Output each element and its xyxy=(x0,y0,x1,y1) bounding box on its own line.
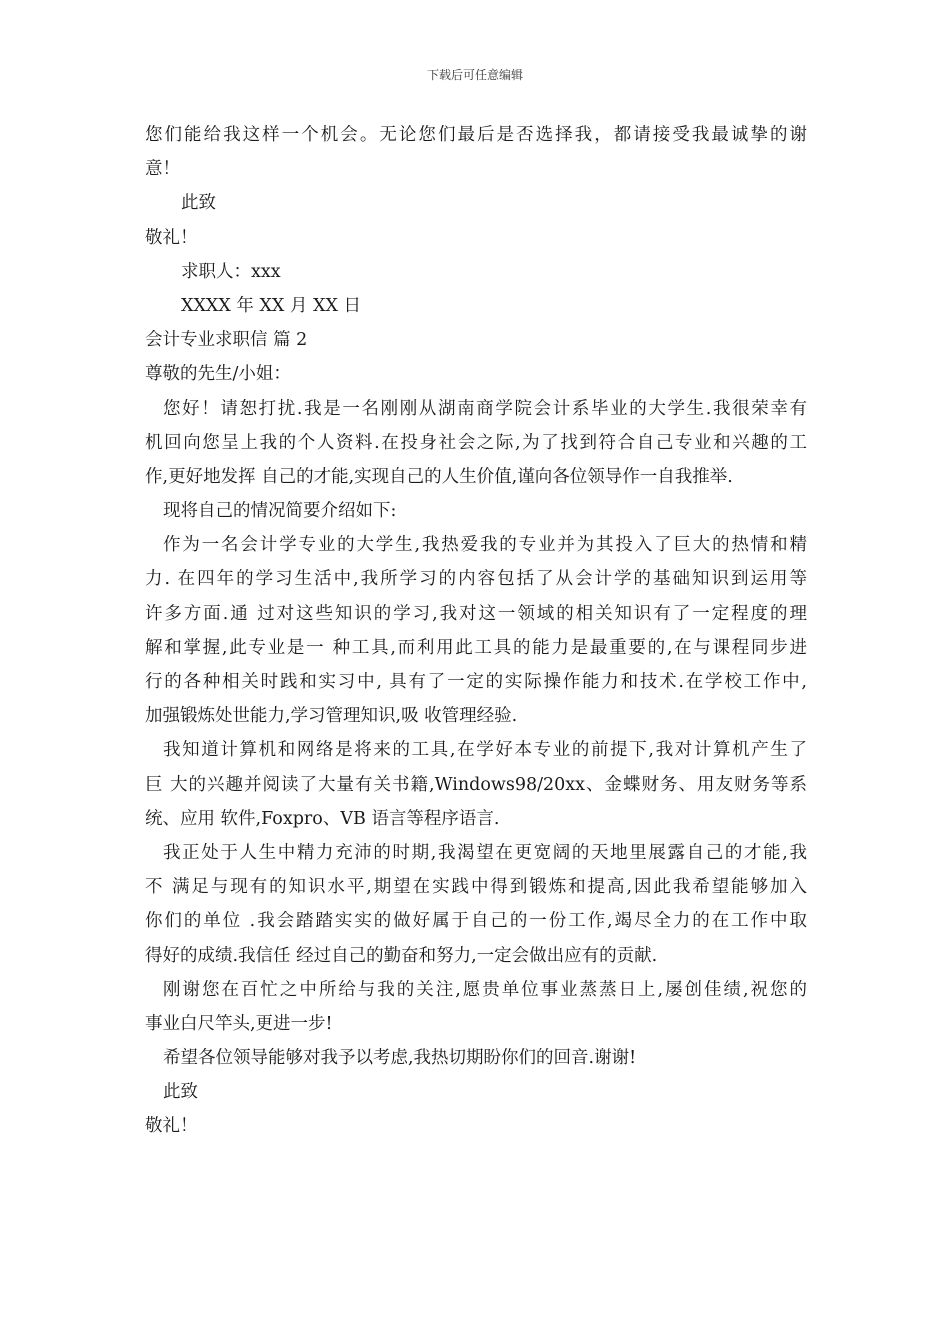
text-line: 解和掌握,此专业是一 种工具,而利用此工具的能力是最重要的,在与课程同步进 xyxy=(145,637,807,658)
text-line: 现将自己的情况简要介绍如下: xyxy=(163,501,397,522)
closing-salutation: 此致 xyxy=(181,193,216,214)
text-line: 机回向您呈上我的个人资料.在投身社会之际,为了找到符合自己专业和兴趣的工 xyxy=(145,432,807,453)
text-line: 你们的单位 .我会踏踏实实的做好属于自己的一份工作,竭尽全力的在工作中取 xyxy=(145,911,807,932)
text-line: 许多方面.通 过对这些知识的学习,我对这一领域的相关知识有了一定程度的理 xyxy=(145,603,807,624)
text-line: 行的各种相关时践和实习中, 具有了一定的实际操作能力和技术.在学校工作中, xyxy=(145,672,807,692)
text-line: 刚谢您在百忙之中所给与我的关注,愿贵单位事业蒸蒸日上,屡创佳绩,祝您的 xyxy=(163,979,807,1000)
text-line: 得好的成绩.我信任 经过自己的勤奋和努力,一定会做出应有的贡献. xyxy=(145,945,658,966)
text-line: 您们能给我这样一个机会。无论您们最后是否选择我，都请接受我最诚挚的谢 xyxy=(145,125,807,145)
text-line: 作,更好地发挥 自己的才能,实现自己的人生价值,谨向各位领导作一自我推举. xyxy=(145,466,733,487)
text-line: 加强锻炼处世能力,学习管理知识,吸 收管理经验. xyxy=(145,706,518,727)
text-line: 事业白尺竿头,更进一步! xyxy=(145,1013,333,1034)
applicant-signature: 求职人：xxx xyxy=(181,261,281,282)
text-line: 希望各位领导能够对我予以考虑,我热切期盼你们的回音.谢谢! xyxy=(163,1048,637,1069)
closing-salutation: 此致 xyxy=(163,1082,198,1103)
letter-date: XXXX 年 XX 月 XX 日 xyxy=(181,295,361,316)
letter-body xyxy=(145,118,807,1144)
text-line: 我正处于人生中精力充沛的时期,我渴望在更宽阔的天地里展露自己的才能,我 xyxy=(163,842,807,863)
text-line: 您好！请恕打扰.我是一名刚刚从湖南商学院会计系毕业的大学生.我很荣幸有 xyxy=(163,398,807,419)
text-line: 力. 在四年的学习生活中,我所学习的内容包括了从会计学的基础知识到运用等 xyxy=(145,569,807,590)
text-line: 我知道计算机和网络是将来的工具,在学好本专业的前提下,我对计算机产生了 xyxy=(163,740,807,761)
closing-regards: 敬礼！ xyxy=(145,227,198,248)
text-line: 巨 大的兴趣并阅读了大量有关书籍,Windows98/20xx、金蝶财务、用友财务等系 xyxy=(145,774,807,795)
text-line: 作为一名会计学专业的大学生,我热爱我的专业并为其投入了巨大的热情和精 xyxy=(163,535,807,556)
section-title: 会计专业求职信 篇 2 xyxy=(145,330,308,351)
text-line: 统、应用 软件,Foxpro、VB 语言等程序语言. xyxy=(145,808,500,829)
text-line: 不 满足与现有的知识水平,期望在实践中得到锻炼和提高,因此我希望能够加入 xyxy=(145,877,807,898)
page-header-note: 下载后可任意编辑 xyxy=(426,68,523,82)
text-line: 意！ xyxy=(145,159,180,180)
greeting: 尊敬的先生/小姐： xyxy=(145,364,291,385)
closing-regards: 敬礼！ xyxy=(145,1116,198,1137)
